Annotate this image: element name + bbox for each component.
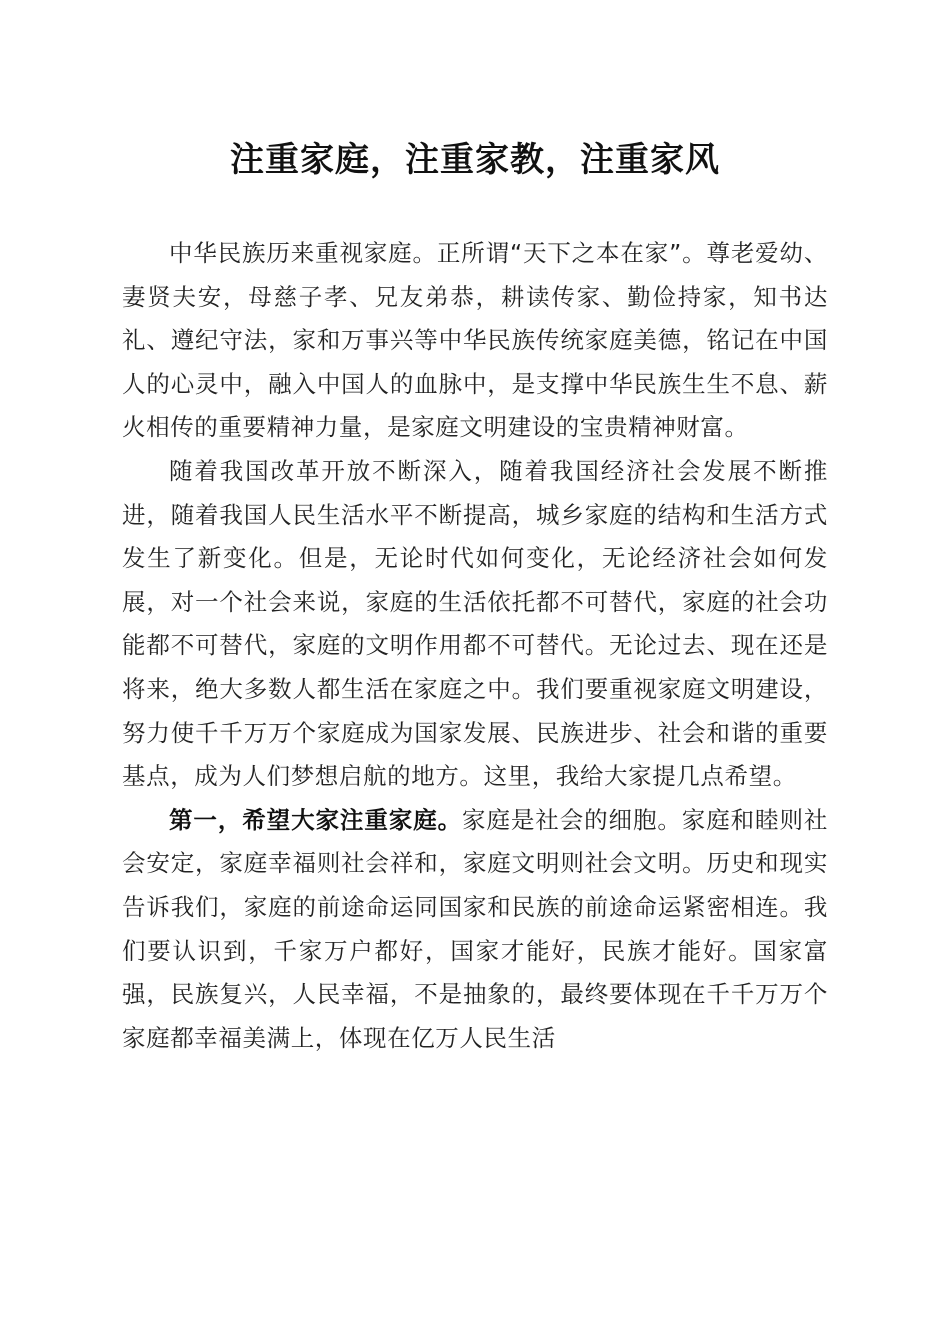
document-title: 注重家庭，注重家教，注重家风 bbox=[230, 140, 720, 180]
document-body bbox=[122, 232, 828, 1060]
paragraph-1-text: 中华民族历来重视家庭。正所谓“天下之本在家”。尊老爱幼、妻贤夫安，母慈子孝、兄友弟恭，耕读传家、勤俭持家，知书达礼、遵纪守法，家和万事兴等中华民族传统家庭美德，铭记在中国人的心灵中，融入中国人的血脉中，是支撑中华民族生生不息、薪火相传的重要精神力量，是家庭文明建设的宝贵精神财富。 bbox=[122, 239, 828, 442]
paragraph-3-lead: 第一，希望大家注重家庭。 bbox=[169, 805, 463, 834]
paragraph-3 bbox=[122, 799, 828, 1061]
paragraph-2-text: 随着我国改革开放不断深入，随着我国经济社会发展不断推进，随着我国人民生活水平不断提高，城乡家庭的结构和生活方式发生了新变化。但是，无论时代如何变化，无论经济社会如何发展，对一个社会来说，家庭的生活依托都不可替代，家庭的社会功能都不可替代，家庭的文明作用都不可替代。无论过去、现在还是将来，绝大多数人都生活在家庭之中。我们要重视家庭文明建设，努力使千千万万个家庭成为国家发展、民族进步、社会和谐的重要基点，成为人们梦想启航的地方。这里，我给大家提几点希望。 bbox=[122, 456, 828, 791]
paragraph-3-text: 家庭是社会的细胞。家庭和睦则社会安定，家庭幸福则社会祥和，家庭文明则社会文明。历史和现实告诉我们，家庭的前途命运同国家和民族的前途命运紧密相连。我们要认识到，千家万户都好，国家才能好，民族才能好。国家富强，民族复兴，人民幸福，不是抽象的，最终要体现在千千万万个家庭都幸福美满上，体现在亿万人民生活 bbox=[122, 805, 828, 1052]
paragraph-2 bbox=[122, 450, 828, 799]
paragraph-1 bbox=[122, 232, 828, 450]
